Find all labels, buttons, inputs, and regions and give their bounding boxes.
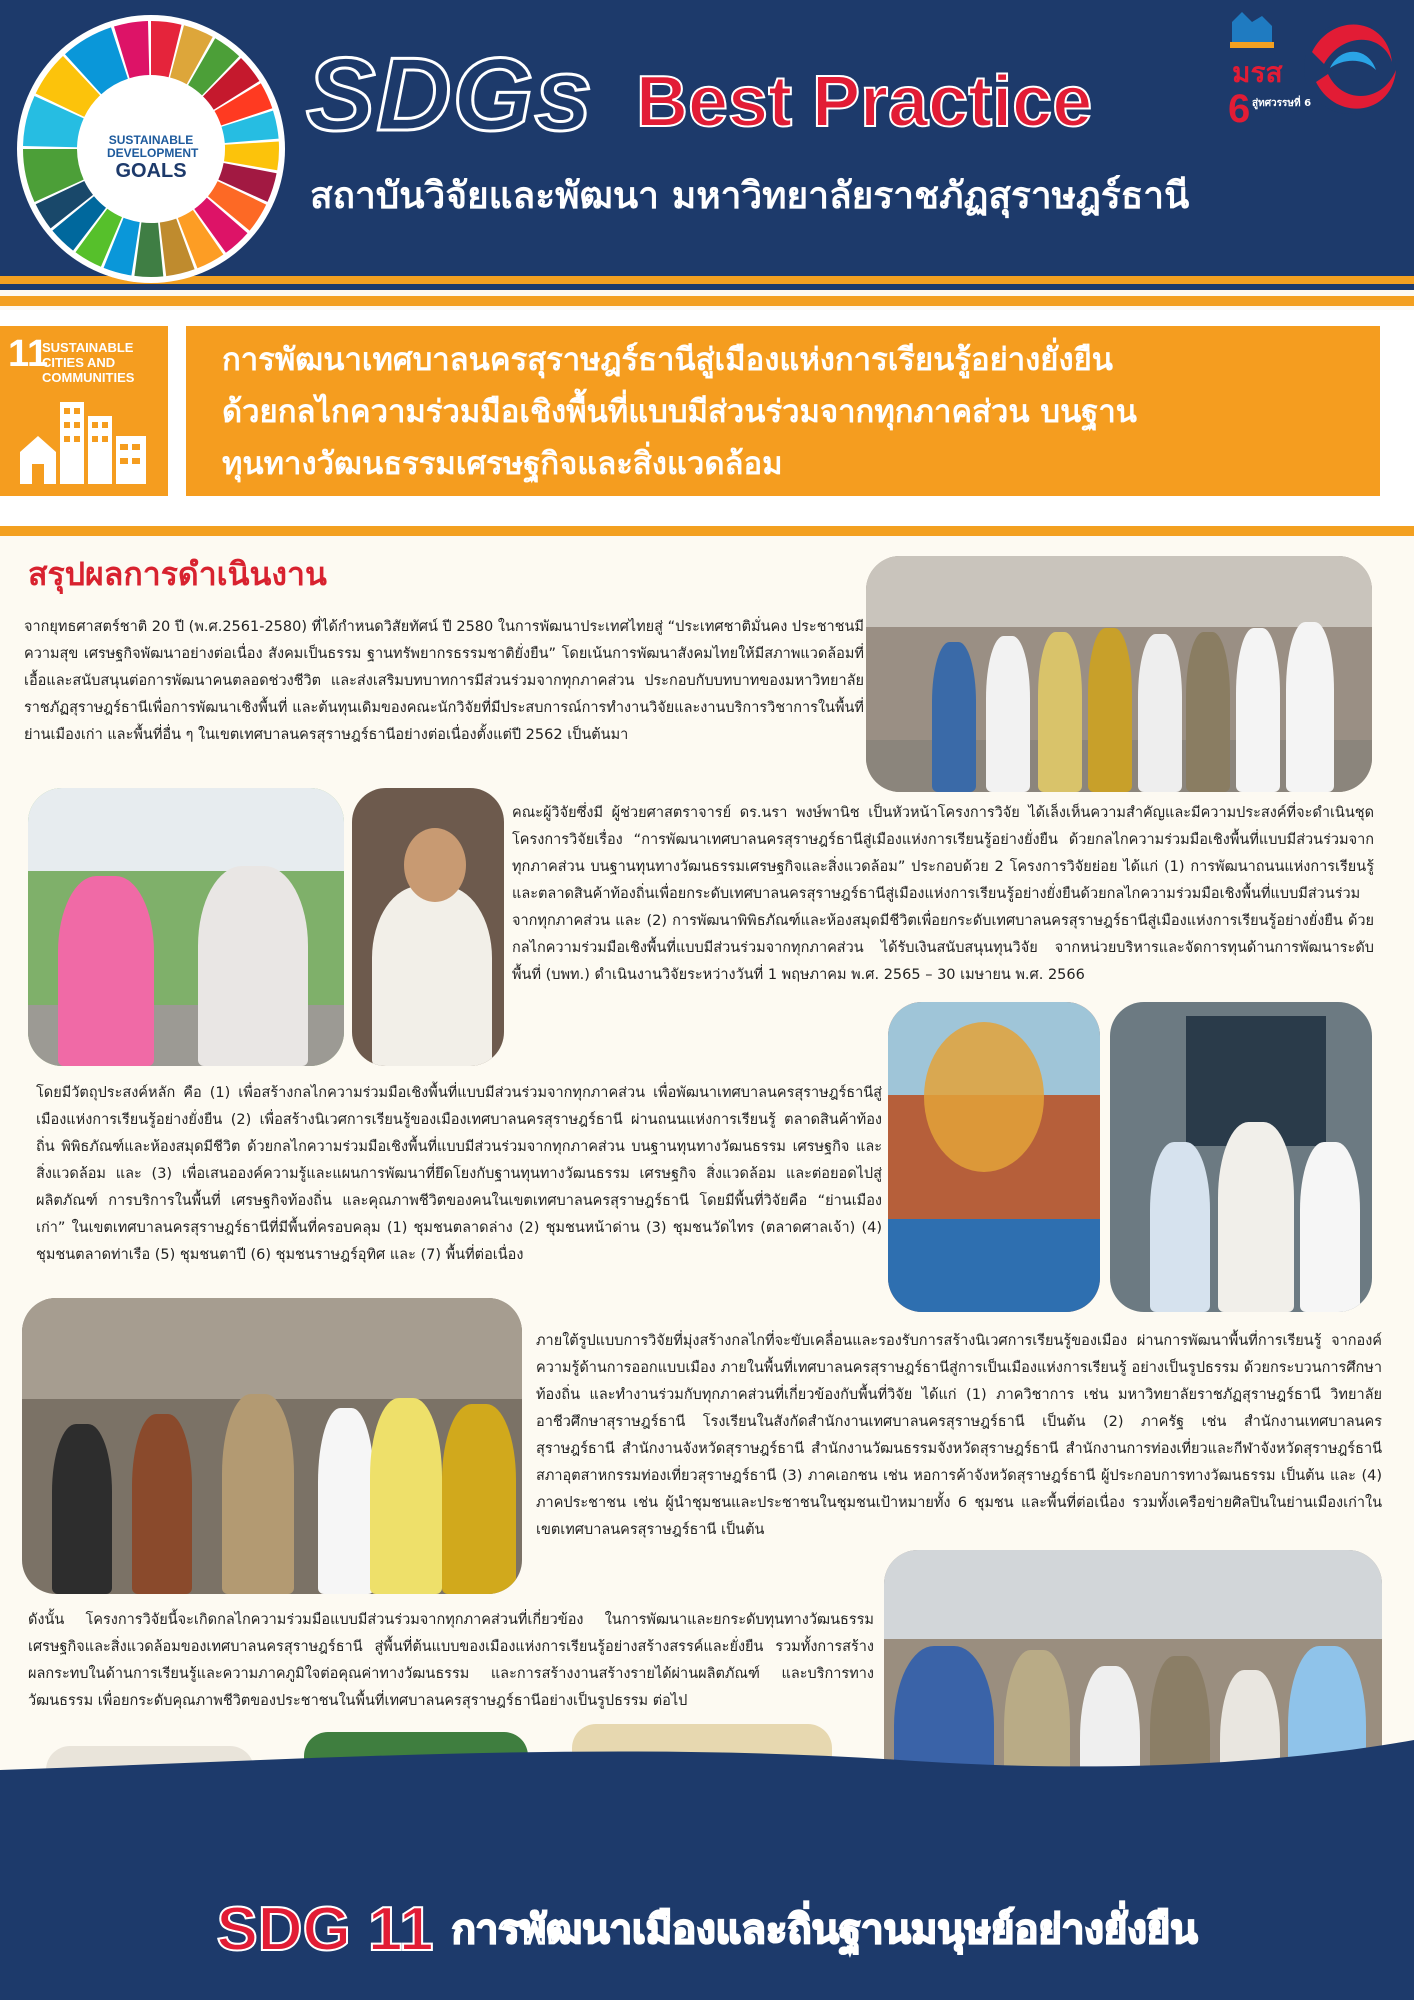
photo-media-interview	[22, 1298, 522, 1594]
title-top-rule	[0, 296, 1414, 306]
logo-subtext: สู่ทศวรรษที่ 6	[1252, 98, 1312, 109]
paragraph-objectives: โดยมีวัตถุประสงค์หลัก คือ (1) เพื่อสร้างกลไกความร่วมมือเชิงพื้นที่แบบมีส่วนร่วมจากทุกภาคส่วน เพื่อพัฒนาเทศบาลนครสุราษฎร์ธานีสู่เมืองแห่งการเรียนรู้อย่างยั่งยืน (2) เพื่อสร้างนิเวศการเรียนรู้ของเมืองเทศบาลนครสุราษฎร์ธานี ผ่านถนนแห่งการเรียนรู้ ตลาดสินค้าท้องถิ่น พิพิธภัณฑ์และห้องสมุดมีชีวิต ด้วยกลไกความร่วมมือเชิงพื้นที่แบบมีส่วนร่วมจากทุกภาคส่วน บนฐานทุนทางวัฒนธรรม เศรษฐกิจ และสิ่งแวดล้อม และ (3) เพื่อเสนอองค์ความรู้และแผนการพัฒนาที่ยึดโยงกับฐานทุนทางวัฒนธรรม เศรษฐกิจ สิ่งแวดล้อม และต่อยอดไปสู่ผลิตภัณฑ์ การบริการในพื้นที่ เศรษฐกิจท้องถิ่น และคุณภาพชีวิตของคนในเขตเทศบาลนครสุราษฎร์ธานี โดยมีพื้นที่วิจัยคือ “ย่านเมืองเก่า” ในเขตเทศบาลนครสุราษฎร์ธานีที่มีพื้นที่ครอบคลุม (1) ชุมชนตลาดล่าง (2) ชุมชนหน้าด่าน (3) ชุมชนวัดไทร (ตลาดศาลเจ้า) (4) ชุมชนตลาดท่าเรือ (5) ชุมชนตาปี (6) ชุมชนราษฎร์อุทิศ และ (7) พื้นที่ต่อเนื่อง	[36, 1085, 883, 1263]
brand-title	[306, 36, 1206, 166]
wheel-text-line2: DEVELOPMENT	[107, 146, 199, 160]
sdg-wheel-logo	[16, 14, 286, 284]
paragraph-partners: ภายใต้รูปแบบการวิจัยที่มุ่งสร้างกลไกที่จะขับเคลื่อนและรองรับการสร้างนิเวศการเรียนรู้ของเมือง ผ่านการพัฒนาพื้นที่การเรียนรู้ จากองค์ความรู้ด้านการออกแบบเมือง ภายในพื้นที่เทศบาลนครสุราษฎร์ธานีสู่การเป็นเมืองแห่งการเรียนรู้ อย่างเป็นรูปธรรม ด้วยกระบวนการศึกษาท้องถิ่น และทำงานร่วมกับทุกภาคส่วนที่เกี่ยวข้องกับพื้นที่วิจัย ได้แก่ (1) ภาควิชาการ เช่น มหาวิทยาลัยราชภัฏสุราษฎร์ธานี วิทยาลัยอาชีวศึกษาสุราษฎร์ธานี โรงเรียนในสังกัดสำนักงานเทศบาลนครสุราษฎร์ธานี เป็นต้น (2) ภาครัฐ เช่น สำนักงานเทศบาลนครสุราษฎร์ธานี สำนักงานจังหวัดสุราษฎร์ธานี สำนักงานวัฒนธรรมจังหวัดสุราษฎร์ธานี สำนักงานการท่องเที่ยวและกีฬาจังหวัดสุราษฎร์ธานี สภาอุตสาหกรรมท่องเที่ยวสุราษฎร์ธานี (3) ภาคเอกชน เช่น หอการค้าจังหวัดสุราษฎร์ธานี ผู้ประกอบการทางวัฒนธรรม เป็นต้น และ (4) ภาคประชาชน เช่น ผู้นำชุมชนและประชาชนในชุมชนเป้าหมายทั้ง 6 ชุมชน และพื้นที่ต่อเนื่อง รวมทั้งเครือข่ายศิลปินในย่านเมืองเก่าในเขตเทศบาลนครสุราษฎร์ธานี เป็นต้น	[536, 1333, 1382, 1538]
city-icon	[20, 392, 148, 484]
title-line-2: ด้วยกลไกความร่วมมือเชิงพื้นที่แบบมีส่วนร่วมจากทุกภาคส่วน บนฐาน	[222, 394, 1137, 430]
sdg11-number: 11	[8, 333, 49, 375]
photo-pink-shirts	[28, 788, 344, 1066]
footer-sdg-label: SDG 11	[216, 1895, 434, 1964]
brand-sdgs: SDGs	[306, 37, 594, 153]
sdg11-badge	[0, 326, 168, 496]
wheel-text-goals: GOALS	[115, 160, 187, 182]
institute-name: สถาบันวิจัยและพัฒนา มหาวิทยาลัยราชภัฏสุราษฎร์ธานี	[310, 174, 1190, 217]
sdg-wheel-caption	[107, 133, 199, 182]
brand-best-practice: Best Practice	[636, 62, 1093, 142]
sdg11-label: SUSTAINABLE CITIES AND COMMUNITIES	[42, 340, 135, 385]
title-bottom-rule	[0, 526, 1414, 536]
paragraph-conclusion: ดังนั้น โครงการวิจัยนี้จะเกิดกลไกความร่วมมือแบบมีส่วนร่วมจากทุกภาคส่วนที่เกี่ยวข้อง ในการพัฒนาและยกระดับทุนทางวัฒนธรรมเศรษฐกิจและสิ่งแวดล้อมของเทศบาลนครสุราษฎร์ธานี สู่พื้นที่ต้นแบบของเมืองแห่งการเรียนรู้อย่างสร้างสรรค์และยั่งยืน รวมทั้งการสร้างผลกระทบในด้านการเรียนรู้และความภาคภูมิใจต่อคุณค่าทางวัฒนธรรม และการสร้างงานสร้างรายได้ผ่านผลิตภัณฑ์ และบริการทางวัฒนธรรม เพื่อยกระดับคุณภาพชีวิตของประชาชนในพื้นที่เทศบาลนครสุราษฎร์ธานีอย่างเป็นรูปธรรม ต่อไป	[28, 1612, 874, 1709]
svg-text:6: 6	[1228, 87, 1251, 131]
footer-caption	[0, 1890, 1414, 1970]
title-line-3: ทุนทางวัฒนธรรมเศรษฐกิจและสิ่งแวดล้อม	[222, 446, 783, 482]
university-logos	[1212, 12, 1402, 132]
photo-group-mural	[866, 556, 1372, 792]
title-line-1: การพัฒนาเทศบาลนครสุราษฎร์ธานีสู่เมืองแห่งการเรียนรู้อย่างยั่งยืน	[222, 342, 1113, 378]
wheel-text-line1: SUSTAINABLE	[108, 133, 194, 147]
university-logo-icon	[1212, 12, 1402, 132]
project-title	[186, 326, 1380, 496]
paragraph-background: จากยุทธศาสตร์ชาติ 20 ปี (พ.ศ.2561-2580) ที่ได้กำหนดวิสัยทัศน์ ปี 2580 ในการพัฒนาประเทศไทยสู่ “ประเทศชาติมั่นคง ประชาชนมีความสุข เศรษฐกิจพัฒนาอย่างต่อเนื่อง สังคมเป็นธรรม ฐานทรัพยากรธรรมชาติยั่งยืน” โดยเน้นการพัฒนาสังคมไทยให้มีสภาพแวดล้อมที่เอื้อและสนับสนุนต่อการพัฒนาคนตลอดช่วงชีวิต และส่งเสริมบทบาทการมีส่วนร่วมจากทุกภาคส่วน ประกอบกับบทบาทของมหาวิทยาลัยราชภัฏสุราษฎร์ธานีเพื่อการพัฒนาเชิงพื้นที่ และต้นทุนเดิมของคณะนักวิจัยที่มีประสบการณ์การทำงานวิจัยและงานบริการวิชาการในพื้นที่ย่านเมืองเก่า และพื้นที่อื่น ๆ ในเขตเทศบาลนครสุราษฎร์ธานีอย่างต่อเนื่องตั้งแต่ปี 2562 เป็นต้นมา	[24, 619, 864, 743]
footer-thai-label: การพัฒนาเมืองและถิ่นฐานมนุษย์อย่างยั่งยืน	[451, 1907, 1198, 1953]
photo-man-white-shirt	[352, 788, 504, 1066]
photo-window-visit	[1110, 1002, 1372, 1312]
photo-temple-mural	[888, 1002, 1100, 1312]
svg-text:มรส: มรส	[1232, 57, 1283, 88]
section-heading: สรุปผลการดำเนินงาน	[28, 555, 327, 593]
paragraph-research-team: คณะผู้วิจัยซึ่งมี ผู้ช่วยศาสตราจารย์ ดร.นรา พงษ์พานิช เป็นหัวหน้าโครงการวิจัย ได้เล็งเห็นความสำคัญและมีความประสงค์ที่จะดำเนินชุดโครงการวิจัยเรื่อง “การพัฒนาเทศบาลนครสุราษฎร์ธานีสู่เมืองแห่งการเรียนรู้อย่างยั่งยืน ด้วยกลไกความร่วมมือเชิงพื้นที่แบบมีส่วนร่วมจากทุกภาคส่วน บนฐานทุนทางวัฒนธรรมเศรษฐกิจและสิ่งแวดล้อม” ประกอบด้วย 2 โครงการวิจัยย่อย ได้แก่ (1) การพัฒนาถนนแห่งการเรียนรู้และตลาดสินค้าท้องถิ่นเพื่อยกระดับเทศบาลนครสุราษฎร์ธานีสู่เมืองแห่งการเรียนรู้อย่างยั่งยืนด้วยกลไกความร่วมมือเชิงพื้นที่แบบมีส่วนร่วมจากทุกภาคส่วน และ (2) การพัฒนาพิพิธภัณฑ์และห้องสมุดมีชีวิตเพื่อยกระดับเทศบาลนครสุราษฎร์ธานีสู่เมืองแห่งการเรียนรู้อย่างยั่งยืน ด้วยกลไกความร่วมมือเชิงพื้นที่แบบมีส่วนร่วมจากทุกภาคส่วน ได้รับเงินสนับสนุนทุนวิจัย จากหน่วยบริหารและจัดการทุนด้านการพัฒนาระดับพื้นที่ (บพท.) ดำเนินงานวิจัยระหว่างวันที่ 1 พฤษภาคม พ.ศ. 2565 – 30 เมษายน พ.ศ. 2566	[512, 805, 1374, 983]
